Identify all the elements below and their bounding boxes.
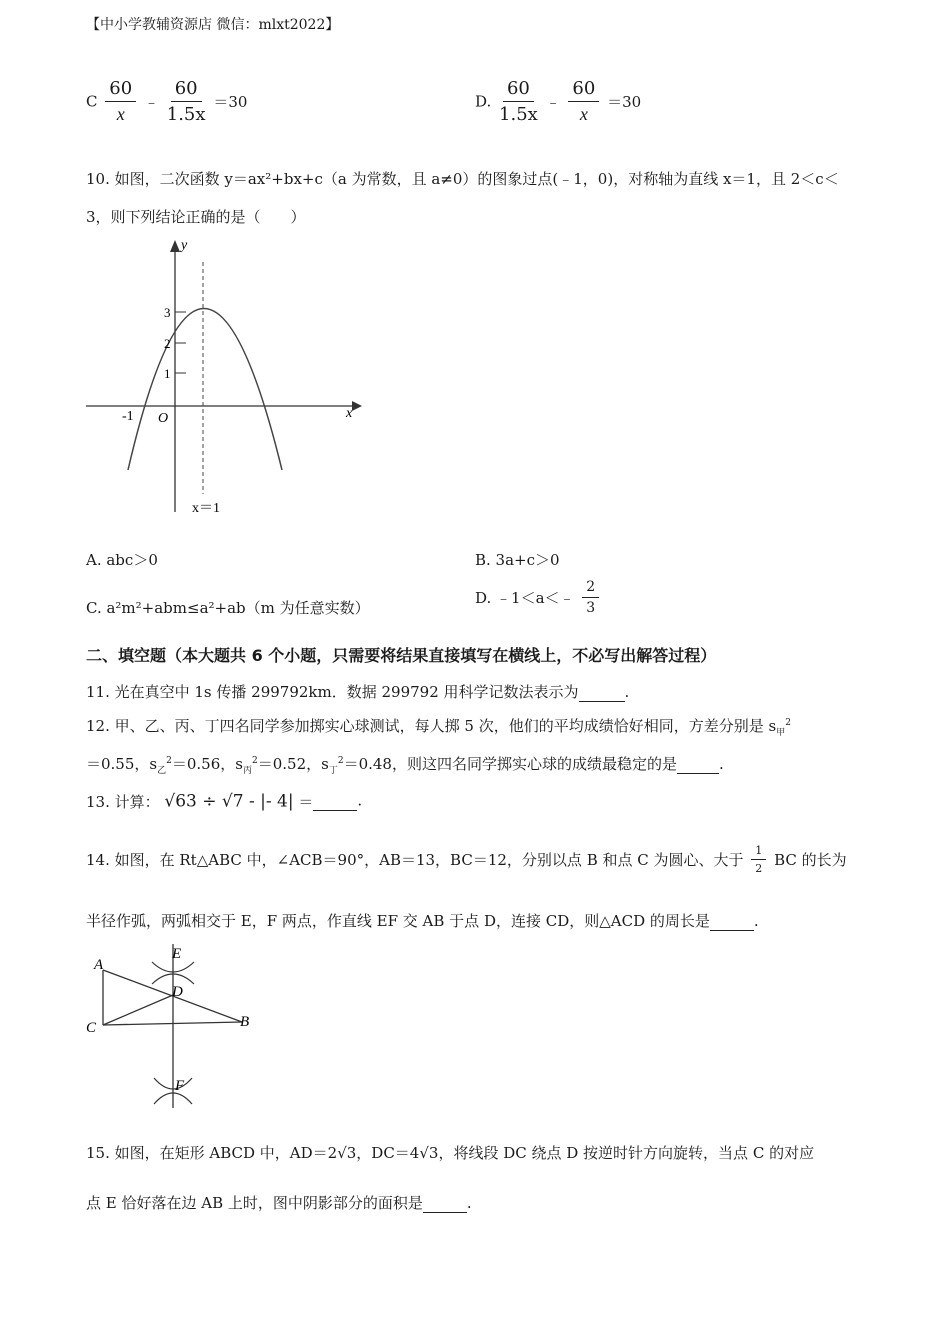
q12-line1: 12. 甲、乙、丙、丁四名同学参加掷实心球测试，每人掷 5 次，他们的平均成绩恰好相同，方差分别是 $s_甲^2$: [86, 717, 791, 738]
fraction-denominator: 1.5x: [166, 104, 206, 125]
segment-cd: [103, 995, 173, 1025]
origin-label: O: [158, 411, 169, 426]
q14-line1: [86, 844, 847, 875]
fraction-numerator: 60: [105, 78, 136, 102]
q12-text-d: ＝0.48，则这四名同学掷实心球的成绩最稳定的是: [343, 755, 677, 773]
fraction-denominator: 3: [586, 600, 596, 616]
q14-line2-text: 半径作弧，两弧相交于 E，F 两点，作直线 EF 交 AB 于点 D，连接 CD，则△ACD 的周长是: [86, 912, 710, 930]
q13-answer-blank[interactable]: [313, 792, 357, 811]
point-b-label: B: [240, 1014, 250, 1030]
q9-option-d: [475, 78, 641, 125]
q9-option-c: [86, 78, 247, 125]
fraction-numerator: 60: [568, 78, 599, 102]
q12-line1-text: 12. 甲、乙、丙、丁四名同学参加掷实心球测试，每人掷 5 次，他们的平均成绩恰好相同，方差分别是 s: [86, 717, 777, 735]
q10-option-a: A. abc＞0: [86, 551, 158, 569]
q10-option-d-text: D. ﹣1＜a＜﹣: [475, 589, 575, 607]
q12-sub-ding: 丁: [328, 766, 338, 776]
q15-line2-text: 点 E 恰好落在边 AB 上时，图中阴影部分的面积是: [86, 1194, 423, 1212]
q10-stem-line2: 3，则下列结论正确的是（ ）: [86, 208, 306, 226]
point-a-label: A: [94, 957, 104, 973]
q12-sub-bing: 丙: [242, 766, 252, 776]
q10-option-c: C. a²m²+abm≤a²+ab（m 为任意实数）: [86, 599, 370, 617]
q9-option-c-minus: ﹣: [143, 93, 159, 111]
q12-text-c: ＝0.52，s: [257, 755, 329, 773]
point-e-label: E: [172, 946, 182, 962]
q9-option-d-fraction-2: [568, 78, 599, 125]
q15-end: .: [466, 1194, 472, 1212]
fraction-denominator: 2: [755, 862, 763, 875]
q15-line2: [86, 1192, 472, 1213]
fraction-numerator: 60: [171, 78, 202, 102]
point-f-label: F: [175, 1078, 185, 1094]
tick-1-label: 1: [164, 366, 171, 381]
q11-end: .: [624, 683, 630, 701]
q11-text: 11. 光在真空中 1s 传播 299792km．数据 299792 用科学记数法表示为: [86, 683, 579, 701]
tick-3-label: 3: [164, 305, 171, 320]
q15-answer-blank[interactable]: [423, 1194, 467, 1213]
q13-end: .: [357, 791, 363, 810]
x-axis-arrow-icon: [352, 401, 362, 411]
q14-line1-text: 14. 如图，在 Rt△ABC 中，∠ACB＝90°，AB＝13，BC＝12，分别以点 B 和点 C 为圆心、大于: [86, 851, 744, 869]
q13-label: 13. 计算：: [86, 793, 160, 811]
q12-answer-blank[interactable]: [677, 755, 719, 774]
q13-expression: √63 ÷ √7 - |- 4|: [164, 791, 294, 812]
fraction-denominator: x: [116, 104, 125, 124]
tick-2-label: 2: [164, 336, 171, 351]
point-c-label: C: [86, 1020, 97, 1036]
q10-option-b: B. 3a+c＞0: [475, 551, 560, 569]
fraction-denominator: 1.5x: [499, 104, 538, 125]
parabola-curve: [128, 309, 282, 471]
y-axis-arrow-icon: [170, 240, 180, 252]
q14-line2: [86, 910, 759, 931]
q10-option-d: [475, 579, 602, 616]
q14-answer-blank[interactable]: [710, 912, 754, 931]
q14-line1-tail: BC 的长为: [774, 851, 847, 869]
q10-stem-line1: 10. 如图，二次函数 y＝ax²+bx+c（a 为常数，且 a≠0）的图象过点(﹣1，0)，对称轴为直线 x＝1，且 2＜c＜: [86, 170, 839, 188]
q15-line1: 15. 如图，在矩形 ABCD 中，AD＝2√3，DC＝4√3，将线段 DC 绕点 D 按逆时针方向旋转，当点 C 的对应: [86, 1144, 815, 1162]
q9-option-c-tail: ＝30: [213, 93, 248, 111]
q10-option-d-fraction: [582, 579, 599, 616]
q9-option-c-label: C: [86, 92, 98, 111]
q9-option-d-minus: ﹣: [545, 93, 561, 111]
q12-sub-yi: 乙: [157, 766, 167, 776]
q9-option-d-tail: ＝30: [607, 93, 642, 111]
q9-option-c-fraction-2: [167, 78, 206, 125]
q12-end: .: [718, 755, 724, 773]
q13: [86, 791, 362, 812]
fraction-numerator: 1: [751, 844, 766, 860]
q12-text-b: ＝0.56，s: [171, 755, 243, 773]
section-2-heading: 二、填空题（本大题共 6 个小题，只需要将结果直接填写在横线上，不必写出解答过程）: [86, 646, 717, 665]
page-header: 【中小学教辅资源店 微信：mlxt2022】: [86, 17, 340, 33]
q9-option-c-fraction-1: [105, 78, 136, 125]
q10-parabola-graph: [80, 232, 370, 522]
q9-option-d-fraction-1: [499, 78, 538, 125]
q14-end: .: [753, 912, 759, 930]
q11: [86, 681, 629, 702]
q13-equals: ＝: [298, 793, 314, 811]
q12-text-a: ＝0.55，s: [86, 755, 158, 773]
fraction-numerator: 60: [503, 78, 534, 102]
fraction-numerator: 2: [582, 579, 599, 598]
q9-option-d-label: D.: [475, 92, 492, 111]
q14-triangle-figure: [82, 938, 272, 1114]
q14-half-fraction: [751, 844, 766, 875]
point-d-label: D: [172, 984, 183, 1000]
q12-sub-jia: 甲: [776, 728, 786, 738]
fraction-denominator: x: [579, 104, 588, 124]
x-axis-label: x: [346, 406, 353, 421]
q11-answer-blank[interactable]: [579, 683, 625, 702]
symmetry-axis-label: x＝1: [192, 501, 220, 516]
neg-one-label: -1: [122, 409, 134, 424]
q12-line2: ＝0.55，$s_乙^2=0.56$，$s_丙^2=0.52$，$s_丁^2=0.48$，则这四名同学掷实心球的成绩最稳定的是 .: [86, 755, 724, 776]
y-axis-label: y: [181, 238, 188, 253]
